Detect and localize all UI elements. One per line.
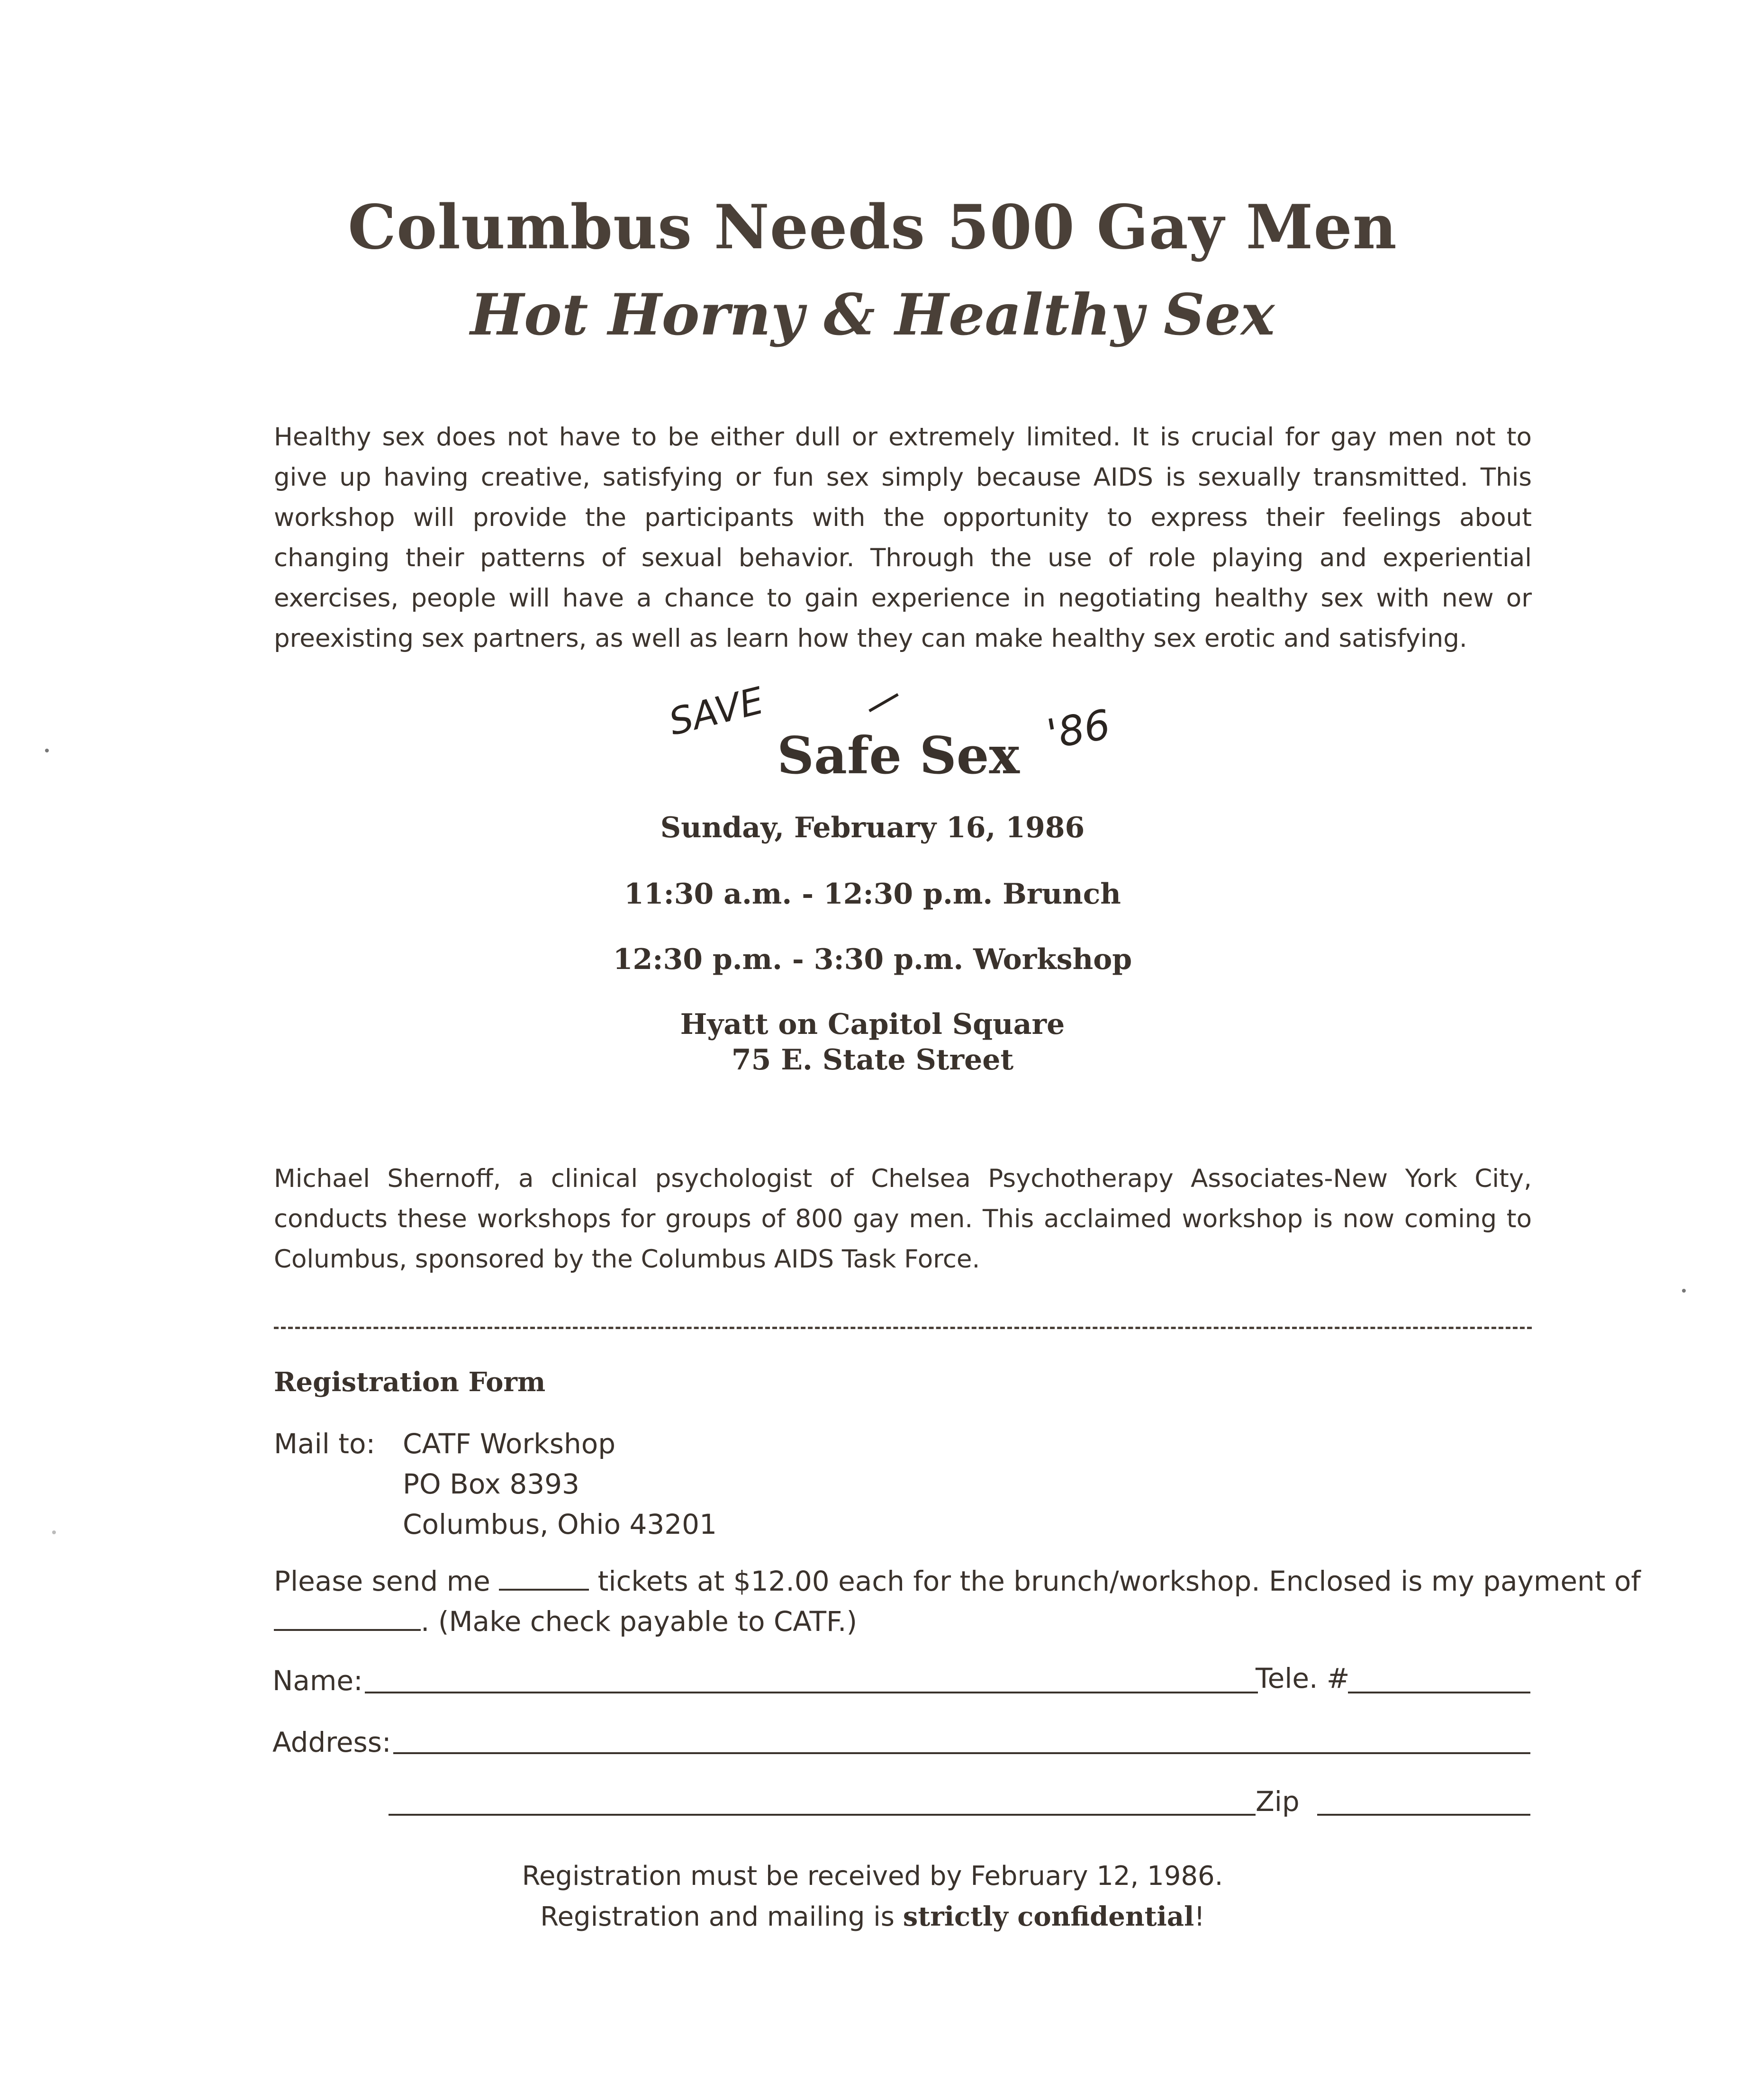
zip-label: Zip xyxy=(1256,1785,1300,1818)
ticket-quantity-blank[interactable] xyxy=(499,1565,589,1591)
page-title: Columbus Needs 500 Gay Men xyxy=(348,192,1397,263)
handwritten-accent-mark xyxy=(868,693,899,712)
registration-heading: Registration Form xyxy=(274,1367,546,1398)
event-brunch-time: 11:30 a.m. - 12:30 p.m. Brunch xyxy=(624,878,1121,911)
event-date: Sunday, February 16, 1986 xyxy=(660,811,1085,844)
ticket-request-line xyxy=(274,1564,1641,1599)
name-label: Name: xyxy=(272,1665,363,1697)
event-venue: Hyatt on Capitol Square xyxy=(680,1008,1065,1041)
confidentiality-note xyxy=(0,1898,1745,1936)
paper-speck xyxy=(45,749,49,752)
intro-paragraph: Healthy sex does not have to be either dull or extremely limited. It is crucial for gay men not to give up having creative, satisfying or fun sex simply because AIDS is sexually transmitted. This workshop will provide the participants with the opportunity to express their feelings about changing their patterns of sexual behavior. Through the use of role playing and experiential exercises, people will have a chance to gain experience in negotiating healthy sex with new or preexisting sex partners, as well as learn how they can make healthy sex erotic and satisfying. xyxy=(274,423,1532,653)
event-workshop-time: 12:30 p.m. - 3:30 p.m. Workshop xyxy=(613,943,1132,976)
paper-speck xyxy=(1682,1289,1686,1293)
handwritten-year-note: '86 xyxy=(1043,701,1114,759)
mail-address-line: PO Box 8393 xyxy=(403,1468,579,1500)
cut-line xyxy=(274,1327,1532,1329)
handwritten-save-note: SAVE xyxy=(665,679,768,744)
address-line-2-field[interactable] xyxy=(389,1814,1256,1816)
confidentiality-emphasis: strictly confidential xyxy=(903,1901,1194,1932)
confidentiality-prefix: Registration and mailing is xyxy=(540,1901,895,1932)
paper-speck xyxy=(52,1530,56,1534)
telephone-label: Tele. # xyxy=(1256,1662,1350,1694)
zip-field[interactable] xyxy=(1317,1814,1530,1816)
payment-note: . (Make check payable to CATF.) xyxy=(421,1605,858,1638)
page-subtitle: Hot Horny & Healthy Sex xyxy=(470,281,1275,348)
telephone-field[interactable] xyxy=(1348,1692,1530,1693)
confidentiality-suffix: ! xyxy=(1194,1901,1205,1932)
address-field[interactable] xyxy=(393,1752,1530,1754)
registration-deadline: Registration must be received by February 12, 1986. xyxy=(522,1861,1223,1892)
presenter-bio: Michael Shernoff, a clinical psychologist of Chelsea Psychotherapy Associates-New York City, conducts these workshops for groups of 800 gay men. This acclaimed workshop is now coming to Columbus, sponsored by the Columbus AIDS Task Force. xyxy=(274,1164,1532,1274)
ticket-request-suffix: tickets at $12.00 each for the brunch/workshop. Enclosed is my payment of xyxy=(597,1565,1641,1597)
ticket-request-prefix: Please send me xyxy=(274,1565,490,1597)
payment-line xyxy=(274,1604,857,1639)
event-street: 75 E. State Street xyxy=(731,1043,1014,1077)
payment-amount-blank[interactable] xyxy=(274,1605,421,1631)
mail-to-label: Mail to: xyxy=(274,1428,376,1460)
mail-address-line: CATF Workshop xyxy=(403,1428,616,1460)
event-name: Safe Sex xyxy=(777,726,1020,786)
name-field[interactable] xyxy=(365,1692,1258,1693)
address-label: Address: xyxy=(272,1726,391,1758)
mail-address-line: Columbus, Ohio 43201 xyxy=(403,1508,717,1540)
